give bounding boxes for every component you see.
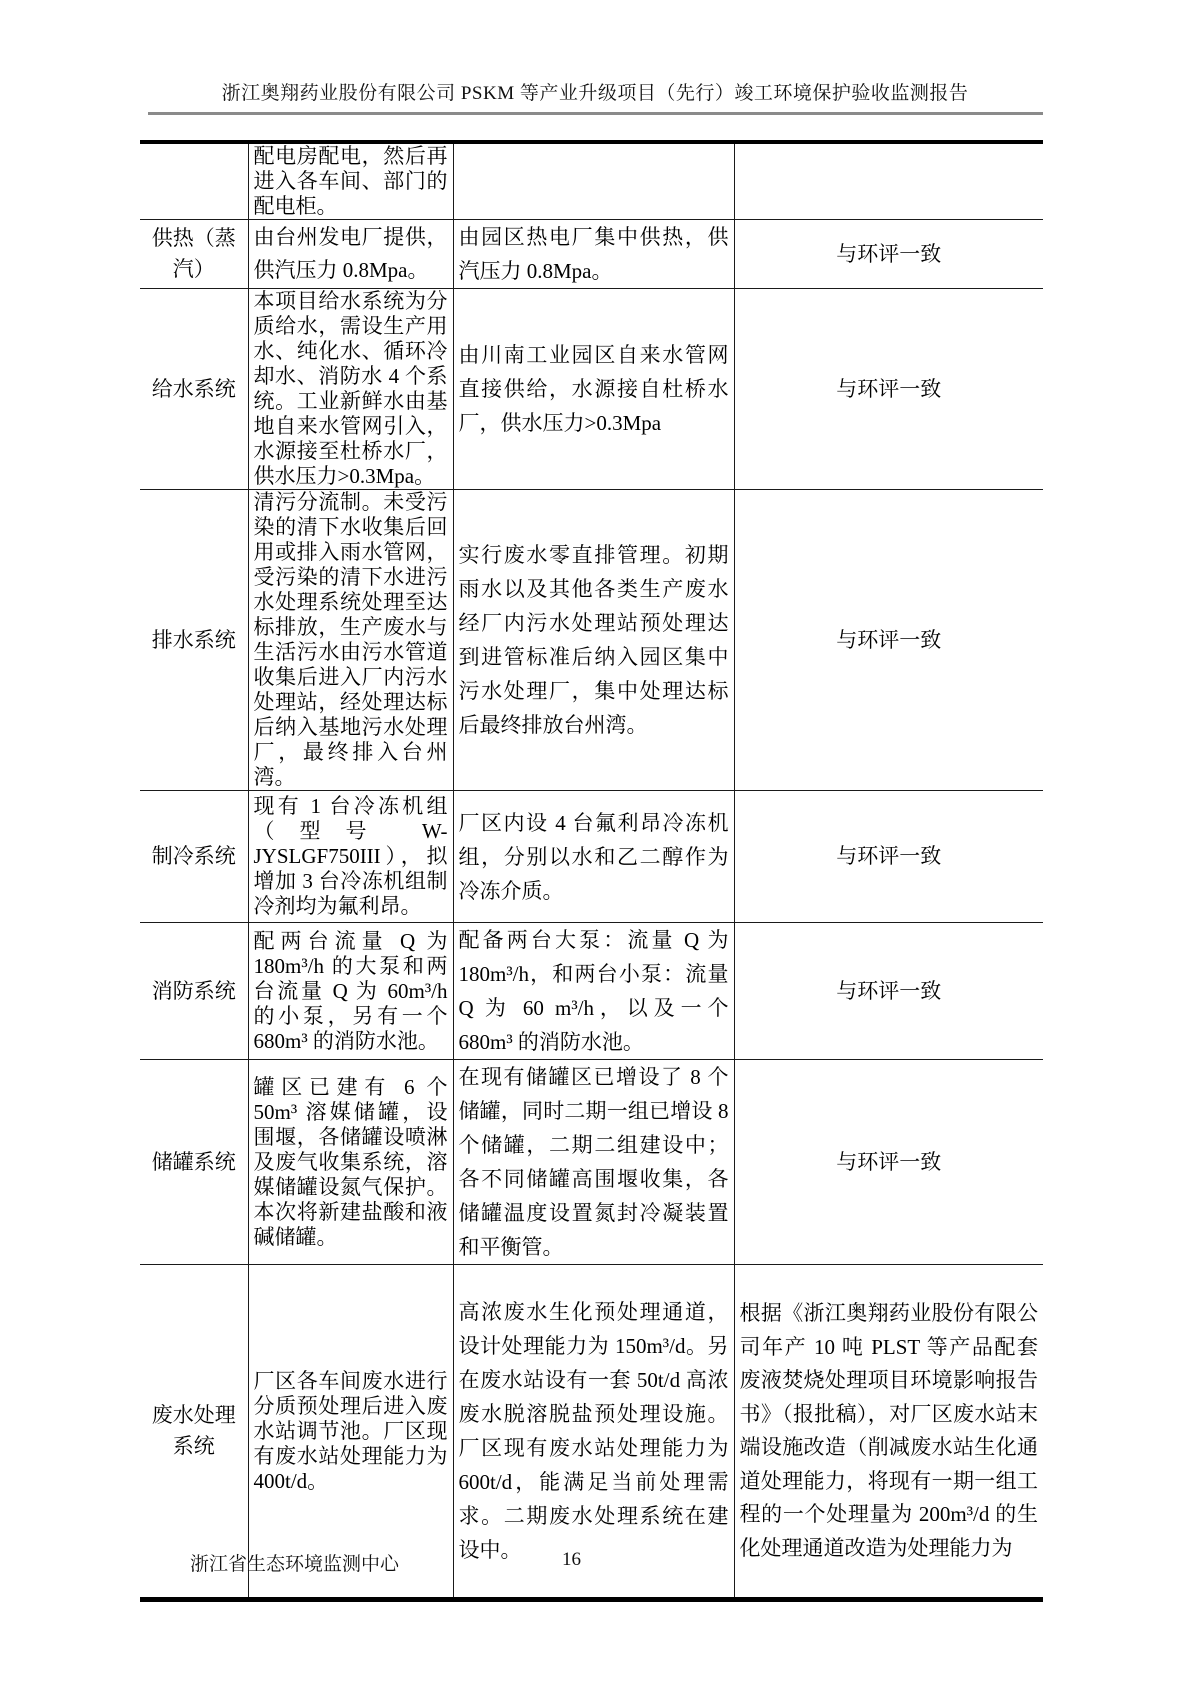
system-label-cell [140, 142, 248, 220]
table-row [140, 791, 1043, 923]
epa-design-cell: 本项目给水系统为分质给水，需设生产用水、纯化水、循环冷却水、消防水 4 个系统。工业新鲜水由基地自来水管网引入，水源接至杜桥水厂，供水压力>0.3Mpa。 [248, 289, 453, 490]
actual-condition-cell: 在现有储罐区已增设了 8 个储罐，同时二期一组已增设 8 个储罐，二期二组建设中；各不同储罐高围堰收集，各储罐温度设置氮封冷凝装置和平衡管。 [453, 1060, 734, 1265]
header-divider-rule [148, 112, 1043, 115]
table-row [140, 142, 1043, 220]
conclusion-cell: 与环评一致 [836, 627, 942, 652]
actual-condition-cell: 实行废水零直排管理。初期雨水以及其他各类生产废水经厂内污水处理站预处理达到进管标准后纳入园区集中污水处理厂，集中处理达标后最终排放台州湾。 [453, 490, 734, 791]
actual-condition-cell [453, 142, 734, 220]
actual-condition-cell: 配备两台大泵：流量 Q 为 180m³/h，和两台小泵：流量 Q 为 60 m³/h，以及一个 680m³ 的消防水池。 [453, 923, 734, 1060]
footer-page-number: 16 [562, 1549, 581, 1570]
table-row [140, 923, 1043, 1060]
conclusion-cell: 根据《浙江奥翔药业股份有限公司年产 10 吨 PLST 等产品配套废液焚烧处理项目环境影响报告书》（报批稿），对厂区废水站末端设施改造（削减废水站生化通道处理能力，将现有一期一组工程的一个处理量为 200m³/d 的生化处理通道改造为处理能力为 [739, 1301, 1038, 1560]
table-row [140, 220, 1043, 289]
conclusion-cell: 与环评一致 [836, 978, 942, 1003]
epa-design-cell: 配电房配电，然后再进入各车间、部门的配电柜。 [248, 142, 453, 220]
epa-design-cell: 厂区各车间废水进行分质预处理后进入废水站调节池。厂区现有废水站处理能力为 400t/d。 [248, 1265, 453, 1600]
table-row [140, 1060, 1043, 1265]
table-row [140, 490, 1043, 791]
system-label-cell: 消防系统 [140, 923, 248, 1060]
system-label-cell: 废水处理系统 [140, 1265, 248, 1600]
epa-design-cell: 配两台流量 Q 为 180m³/h 的大泵和两台流量 Q 为 60m³/h 的小泵，另有一个 680m³ 的消防水池。 [248, 923, 453, 1060]
epa-design-cell: 现有 1 台冷冻机组（型号 W-JYSLGF750III），拟增加 3 台冷冻机组制冷剂均为氟利昂。 [248, 791, 453, 923]
conclusion-cell: 与环评一致 [836, 376, 942, 401]
table-row [140, 289, 1043, 490]
system-label-cell: 给水系统 [140, 289, 248, 490]
conclusion-cell: 与环评一致 [836, 241, 942, 266]
actual-condition-cell: 由园区热电厂集中供热，供汽压力 0.8Mpa。 [453, 220, 734, 289]
system-label-cell: 制冷系统 [140, 791, 248, 923]
conclusion-cell [734, 142, 1043, 220]
epa-design-cell: 由台州发电厂提供，供汽压力 0.8Mpa。 [248, 220, 453, 289]
actual-condition-cell: 高浓废水生化预处理通道，设计处理能力为 150m³/d。另在废水站设有一套 50t/d 高浓废水脱溶脱盐预处理设施。厂区现有废水站处理能力为 600t/d，能满足当前处理需求。二期废水处理系统在建设中。 [453, 1265, 734, 1600]
actual-condition-cell: 由川南工业园区自来水管网直接供给，水源接自杜桥水厂，供水压力>0.3Mpa [453, 289, 734, 490]
epa-design-cell: 罐区已建有 6 个 50m³ 溶媒储罐，设围堰，各储罐设喷淋及废气收集系统，溶媒储罐设氮气保护。本次将新建盐酸和液碱储罐。 [248, 1060, 453, 1265]
conclusion-cell: 与环评一致 [836, 844, 942, 868]
system-label-cell: 储罐系统 [140, 1060, 248, 1265]
facility-comparison-table [140, 140, 1043, 1602]
page-header-title: 浙江奥翔药业股份有限公司 PSKM 等产业升级项目（先行）竣工环境保护验收监测报告 [221, 83, 969, 104]
footer-organization: 浙江省生态环境监测中心 [190, 1554, 400, 1575]
system-label-cell: 供热（蒸汽） [140, 220, 248, 289]
epa-design-cell: 清污分流制。未受污染的清下水收集后回用或排入雨水管网，受污染的清下水进污水处理系统处理至达标排放，生产废水与生活污水由污水管道收集后进入厂内污水处理站，经处理达标后纳入基地污水处理厂，最终排入台州湾。 [248, 490, 453, 791]
conclusion-cell: 与环评一致 [836, 1149, 942, 1174]
system-label-cell: 排水系统 [140, 490, 248, 791]
actual-condition-cell: 厂区内设 4 台氟利昂冷冻机组，分别以水和乙二醇作为冷冻介质。 [453, 791, 734, 923]
